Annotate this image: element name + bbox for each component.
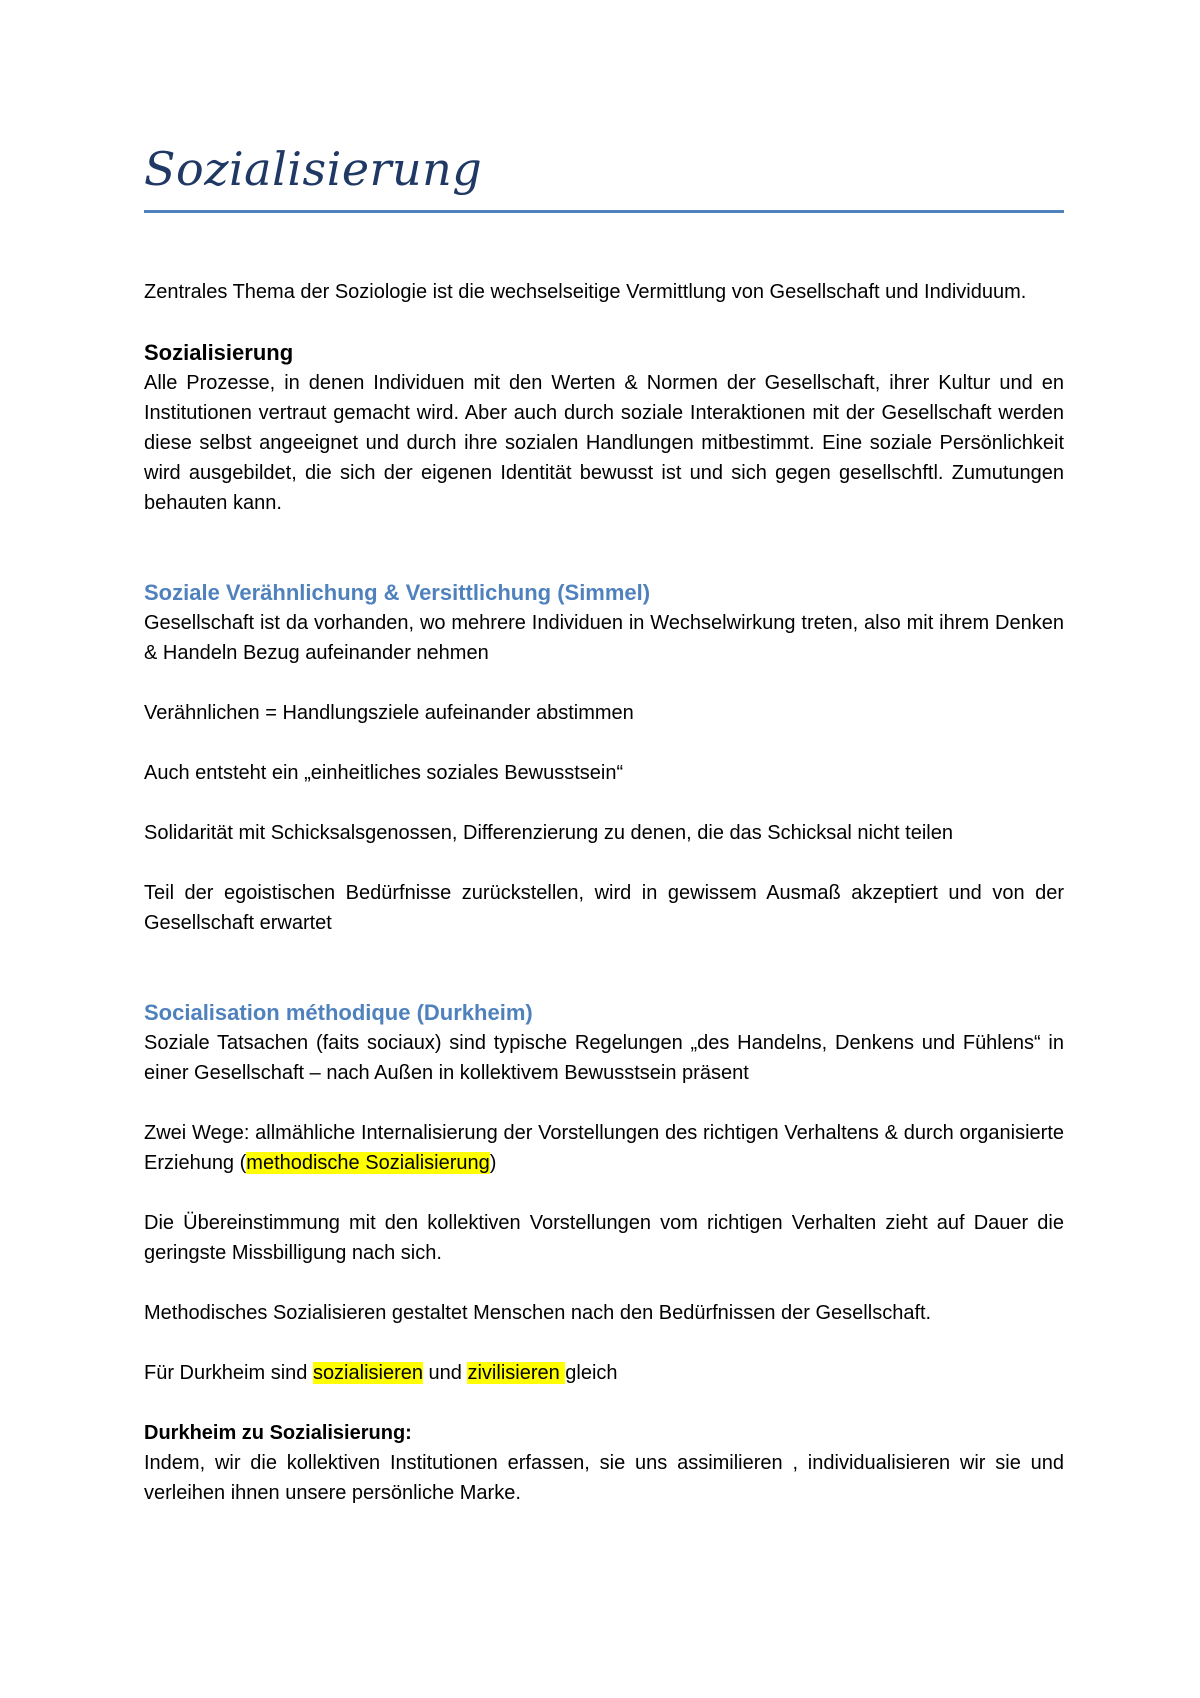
simmel-paragraph-3: Auch entsteht ein „einheitliches soziales Bewusstsein“ (144, 762, 624, 784)
document-body (144, 277, 1064, 1508)
durkheim-p5-end: gleich (565, 1362, 618, 1384)
section-heading-simmel: Soziale Verähnlichung & Versittlichung (Simmel) (144, 580, 651, 605)
highlight-sozialisieren: sozialisieren (312, 1362, 423, 1384)
durkheim-paragraph-1: Soziale Tatsachen (faits sociaux) sind typische Regelungen „des Handelns, Denkens und Fühlens“ in einer Gesellschaft – nach Außen in kollektivem Bewusstsein präsent (144, 1032, 1064, 1084)
simmel-paragraph-4: Solidarität mit Schicksalsgenossen, Differenzierung zu denen, die das Schicksal nicht teilen (144, 822, 953, 844)
durkheim-paragraph-6: Indem, wir die kollektiven Institutionen erfassen, sie uns assimilieren , individualisieren wir sie und verleihen ihnen unsere persönliche Marke. (144, 1452, 1064, 1504)
section-sozialisierung-body: Alle Prozesse, in denen Individuen mit den Werten & Normen der Gesellschaft, ihrer Kultur und en Institutionen vertraut gemacht wird. Aber auch durch soziale Interaktionen mit der Gesellschaft werden diese selbst angeeignet und durch ihre sozialen Handlungen mitbestimmt. Eine soziale Persönlichkeit wird ausgebildet, die sich der eigenen Identität bewusst ist und sich gegen gesellschftl. Zumutungen behauten kann. (144, 372, 1064, 514)
simmel-paragraph-5: Teil der egoistischen Bedürfnisse zurückstellen, wird in gewissem Ausmaß akzeptiert und von der Gesellschaft erwartet (144, 882, 1064, 934)
durkheim-p2-text: Zwei Wege: allmähliche Internalisierung der Vorstellungen des richtigen Verhaltens & durch organisierte Erziehung ( (144, 1122, 1064, 1174)
section-heading-sozialisierung: Sozialisierung (144, 340, 294, 365)
durkheim-p2-close: ) (489, 1152, 497, 1174)
simmel-paragraph-2: Verähnlichen = Handlungsziele aufeinander abstimmen (144, 702, 634, 724)
durkheim-subheading: Durkheim zu Sozialisierung: (144, 1422, 412, 1444)
durkheim-p5-text: Für Durkheim sind (144, 1362, 313, 1384)
document-title: Sozialisierung (144, 142, 483, 196)
durkheim-p5-und: und (423, 1362, 468, 1384)
highlight-methodische-sozialisierung: methodische Sozialisierung (246, 1152, 490, 1174)
highlight-zivilisieren: zivilisieren (467, 1362, 566, 1384)
title-divider (144, 210, 1064, 213)
durkheim-paragraph-4: Methodisches Sozialisieren gestaltet Menschen nach den Bedürfnissen der Gesellschaft. (144, 1302, 932, 1324)
section-heading-durkheim: Socialisation méthodique (Durkheim) (144, 1000, 533, 1025)
intro-paragraph: Zentrales Thema der Soziologie ist die wechselseitige Vermittlung von Gesellschaft und Individuum. (144, 281, 1027, 303)
durkheim-paragraph-3: Die Übereinstimmung mit den kollektiven Vorstellungen vom richtigen Verhalten zieht auf Dauer die geringste Missbilligung nach sich. (144, 1212, 1064, 1264)
durkheim-paragraph-5 (144, 1358, 1064, 1388)
simmel-paragraph-1: Gesellschaft ist da vorhanden, wo mehrere Individuen in Wechselwirkung treten, also mit ihrem Denken & Handeln Bezug aufeinander nehmen (144, 612, 1064, 664)
durkheim-paragraph-2 (144, 1118, 1064, 1178)
